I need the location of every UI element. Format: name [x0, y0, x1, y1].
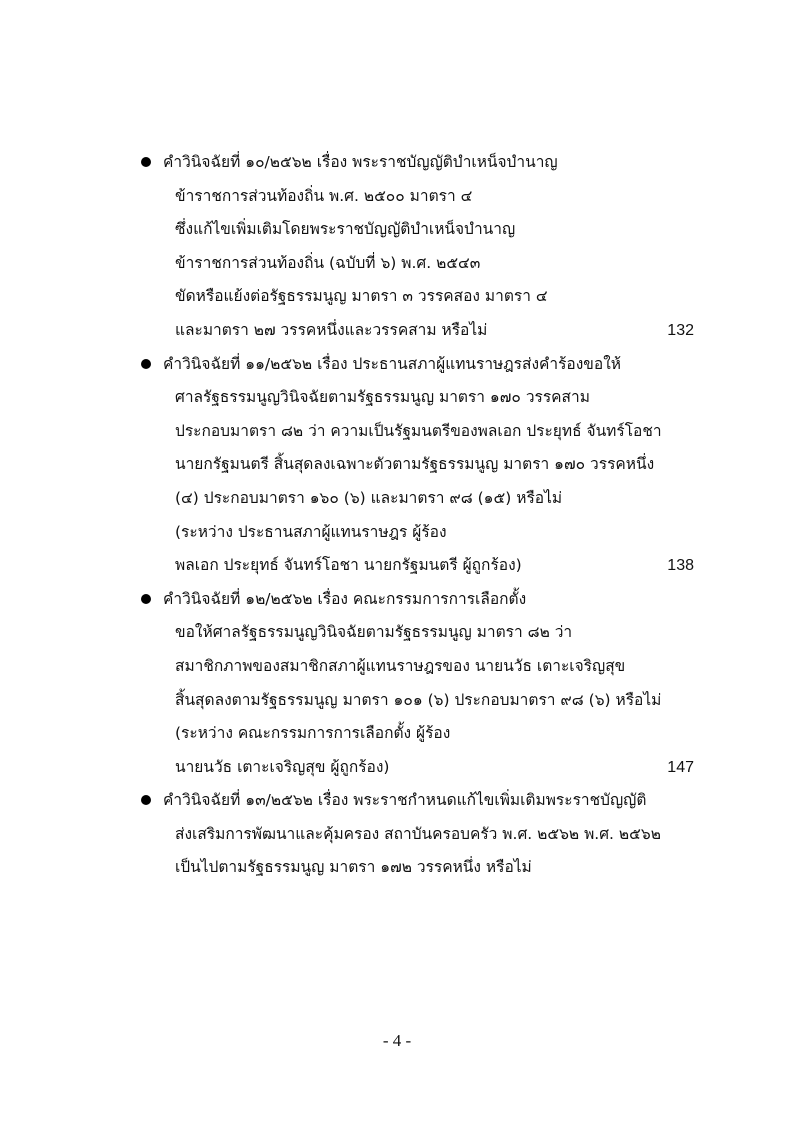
- toc-entry-line: [138, 482, 694, 516]
- toc-entry: [138, 583, 694, 785]
- toc-entry-line: [138, 280, 694, 314]
- toc-entry-line: [138, 448, 694, 482]
- toc-entry-title: คำวินิจฉัยที่ ๑๑/๒๕๖๒ เรื่อง ประธานสภาผู้แทนราษฎรส่งคำร้องขอให้: [163, 354, 621, 373]
- toc-entry-text: เป็นไปตามรัฐธรรมนูญ มาตรา ๑๗๒ วรรคหนึ่ง หรือไม่: [175, 858, 532, 877]
- toc-entry-text: ส่งเสริมการพัฒนาและคุ้มครอง สถาบันครอบครัว พ.ศ. ๒๕๖๒ พ.ศ. ๒๕๖๒: [175, 824, 661, 843]
- toc-entry-text: (๔) ประกอบมาตรา ๑๖๐ (๖) และมาตรา ๙๘ (๑๕) หรือไม่: [175, 488, 563, 507]
- toc-page-number: 132: [667, 321, 694, 339]
- toc-entry-text: นายนวัธ เตาะเจริญสุข ผู้ถูกร้อง): [175, 757, 390, 776]
- toc-page-number: 147: [667, 758, 694, 776]
- toc-entry-line: [138, 684, 694, 718]
- toc-entry-text: ประกอบมาตรา ๘๒ ว่า ความเป็นรัฐมนตรีของพลเอก ประยุทธ์ จันทร์โอชา: [175, 421, 662, 440]
- toc-entry-line: [138, 180, 694, 214]
- toc-entry-text: (ระหว่าง ประธานสภาผู้แทนราษฎร ผู้ร้อง: [175, 522, 447, 541]
- toc-entry-line: [138, 818, 694, 852]
- toc-entry-line: [138, 314, 694, 348]
- toc-entry-text: (ระหว่าง คณะกรรมการการเลือกตั้ง ผู้ร้อง: [175, 724, 451, 743]
- bullet-icon: [141, 795, 151, 805]
- toc-entry: [138, 348, 694, 583]
- toc-entry-text: ข้าราชการส่วนท้องถิ่น (ฉบับที่ ๖) พ.ศ. ๒๕๔๓: [175, 253, 481, 272]
- toc-entry-line: [138, 851, 694, 885]
- toc-entry-text: พลเอก ประยุทธ์ จันทร์โอชา นายกรัฐมนตรี ผู้ถูกร้อง): [175, 556, 522, 575]
- toc-entry-title-line: [138, 146, 694, 180]
- toc-entry: [138, 146, 694, 348]
- toc-entry-text: นายกรัฐมนตรี สิ้นสุดลงเฉพาะตัวตามรัฐธรรมนูญ มาตรา ๑๗๐ วรรคหนึ่ง: [175, 455, 655, 474]
- toc-entry-line: [138, 213, 694, 247]
- bullet-icon: [141, 157, 151, 167]
- toc-entry-line: [138, 247, 694, 281]
- page-number-footer: - 4 -: [382, 1031, 412, 1050]
- toc-entry-line: [138, 381, 694, 415]
- toc-entry-text: สิ้นสุดลงตามรัฐธรรมนูญ มาตรา ๑๐๑ (๖) ประกอบมาตรา ๙๘ (๖) หรือไม่: [175, 690, 662, 709]
- toc-entry-title-line: [138, 348, 694, 382]
- toc-entry: [138, 784, 694, 885]
- toc-entry-line: [138, 751, 694, 785]
- toc-entry-title: คำวินิจฉัยที่ ๑๒/๒๕๖๒ เรื่อง คณะกรรมการการเลือกตั้ง: [163, 589, 527, 608]
- toc-entry-text: ข้าราชการส่วนท้องถิ่น พ.ศ. ๒๕๐๐ มาตรา ๔: [175, 186, 473, 205]
- toc-entry-text: ซึ่งแก้ไขเพิ่มเติมโดยพระราชบัญญัติบำเหน็จบำนาญ: [175, 220, 516, 239]
- bullet-icon: [141, 594, 151, 604]
- toc-entry-title-line: [138, 583, 694, 617]
- toc-entry-line: [138, 549, 694, 583]
- bullet-icon: [141, 359, 151, 369]
- toc-entry-text: สมาชิกภาพของสมาชิกสภาผู้แทนราษฎรของ นายนวัธ เตาะเจริญสุข: [175, 656, 626, 675]
- toc-entry-text: ศาลรัฐธรรมนูญวินิจฉัยตามรัฐธรรมนูญ มาตรา ๑๗๐ วรรคสาม: [175, 388, 590, 407]
- toc-entry-text: ขอให้ศาลรัฐธรรมนูญวินิจฉัยตามรัฐธรรมนูญ มาตรา ๘๒ ว่า: [175, 623, 573, 642]
- table-of-contents: [138, 146, 694, 885]
- toc-entry-title: คำวินิจฉัยที่ ๑๓/๒๕๖๒ เรื่อง พระราชกำหนดแก้ไขเพิ่มเติมพระราชบัญญัติ: [163, 791, 647, 810]
- toc-entry-line: [138, 616, 694, 650]
- toc-entry-text: ขัดหรือแย้งต่อรัฐธรรมนูญ มาตรา ๓ วรรคสอง มาตรา ๔: [175, 287, 548, 306]
- toc-entry-title: คำวินิจฉัยที่ ๑๐/๒๕๖๒ เรื่อง พระราชบัญญัติบำเหน็จบำนาญ: [163, 153, 558, 171]
- toc-entry-line: [138, 650, 694, 684]
- toc-entry-title-line: [138, 784, 694, 818]
- toc-entry-line: [138, 415, 694, 449]
- toc-entry-text: และมาตรา ๒๗ วรรคหนึ่งและวรรคสาม หรือไม่: [175, 320, 488, 339]
- toc-entry-line: [138, 516, 694, 550]
- toc-page-number: 138: [667, 557, 694, 575]
- toc-entry-line: [138, 717, 694, 751]
